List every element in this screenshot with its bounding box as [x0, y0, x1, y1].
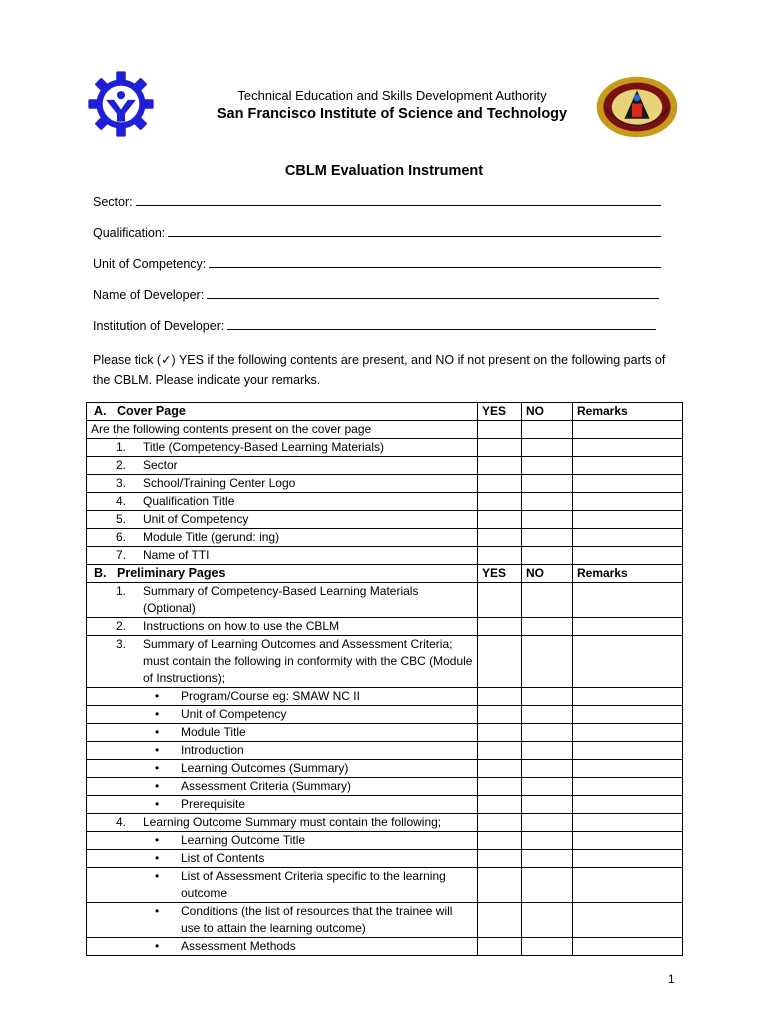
no-cell[interactable]	[522, 583, 573, 618]
section-a-title: A. Cover Page	[87, 403, 478, 421]
yes-cell[interactable]	[478, 850, 522, 868]
developer-institution-field[interactable]	[93, 319, 656, 333]
checklist-item: 6. Module Title (gerund: ing)	[87, 529, 478, 547]
table-row	[87, 583, 683, 618]
no-cell[interactable]	[522, 814, 573, 832]
table-row	[87, 850, 683, 868]
table-row	[87, 706, 683, 724]
checklist-item: 3. Summary of Learning Outcomes and Assessment Criteria; must contain the following in conformity with the CBC (Module of Instructions);	[87, 636, 478, 688]
table-row	[87, 493, 683, 511]
yes-cell[interactable]	[478, 511, 522, 529]
remarks-cell[interactable]	[573, 475, 683, 493]
no-cell[interactable]	[522, 724, 573, 742]
section-header-row	[87, 565, 683, 583]
bullet-item: • Module Title	[87, 724, 478, 742]
remarks-cell[interactable]	[573, 903, 683, 938]
bullet-item: • List of Assessment Criteria specific to the learning outcome	[87, 868, 478, 903]
blank-line	[227, 329, 656, 330]
remarks-cell[interactable]	[573, 618, 683, 636]
no-cell[interactable]	[522, 778, 573, 796]
remarks-cell[interactable]	[573, 688, 683, 706]
table-row	[87, 421, 683, 439]
table-row	[87, 457, 683, 475]
yes-cell[interactable]	[478, 868, 522, 903]
yes-cell[interactable]	[478, 903, 522, 938]
field-label: Sector:	[93, 195, 133, 209]
no-cell[interactable]	[522, 903, 573, 938]
bullet-item: • Program/Course eg: SMAW NC II	[87, 688, 478, 706]
sector-field[interactable]	[93, 195, 661, 209]
yes-cell[interactable]	[478, 832, 522, 850]
no-cell[interactable]	[522, 706, 573, 724]
yes-cell[interactable]	[478, 457, 522, 475]
page-number: 1	[668, 972, 675, 986]
remarks-cell[interactable]	[573, 796, 683, 814]
instructions: Please tick (✓) YES if the following contents are present, and NO if not present on the following parts of the CBLM. Please indicate your remarks.	[93, 353, 666, 387]
table-row	[87, 868, 683, 903]
yes-cell[interactable]	[478, 439, 522, 457]
yes-header: YES	[478, 403, 522, 421]
yes-cell[interactable]	[478, 706, 522, 724]
table-row	[87, 475, 683, 493]
no-cell[interactable]	[522, 938, 573, 956]
table-row	[87, 618, 683, 636]
document-title: CBLM Evaluation Instrument	[284, 163, 484, 179]
remarks-cell[interactable]	[573, 814, 683, 832]
remarks-cell[interactable]	[573, 547, 683, 565]
checklist-item: 5. Unit of Competency	[87, 511, 478, 529]
no-cell[interactable]	[522, 760, 573, 778]
remarks-cell[interactable]	[573, 850, 683, 868]
no-cell[interactable]	[522, 850, 573, 868]
field-label: Qualification:	[93, 226, 166, 240]
table-row	[87, 724, 683, 742]
blank-line	[207, 298, 659, 299]
yes-cell[interactable]	[478, 618, 522, 636]
bullet-item: • Introduction	[87, 742, 478, 760]
remarks-header: Remarks	[573, 565, 683, 583]
table-row	[87, 814, 683, 832]
no-cell[interactable]	[522, 742, 573, 760]
yes-cell[interactable]	[478, 636, 522, 688]
no-cell[interactable]	[522, 457, 573, 475]
unit-of-competency-field[interactable]	[93, 257, 661, 271]
checklist-item: 4. Qualification Title	[87, 493, 478, 511]
field-label: Unit of Competency:	[93, 257, 207, 271]
institute-name: San Francisco Institute of Science and Technology	[216, 106, 568, 122]
remarks-cell[interactable]	[573, 439, 683, 457]
no-cell[interactable]	[522, 636, 573, 688]
remarks-cell[interactable]	[573, 724, 683, 742]
remarks-cell[interactable]	[573, 636, 683, 688]
yes-cell[interactable]	[478, 814, 522, 832]
checklist-item: 2. Instructions on how to use the CBLM	[87, 618, 478, 636]
remarks-cell[interactable]	[573, 457, 683, 475]
no-cell[interactable]	[522, 796, 573, 814]
table-row	[87, 511, 683, 529]
yes-cell[interactable]	[478, 493, 522, 511]
field-label: Name of Developer:	[93, 288, 205, 302]
section-header-row	[87, 403, 683, 421]
no-cell[interactable]	[522, 493, 573, 511]
remarks-cell[interactable]	[573, 742, 683, 760]
table-row	[87, 529, 683, 547]
remarks-cell[interactable]	[573, 706, 683, 724]
table-row	[87, 778, 683, 796]
no-cell[interactable]	[522, 688, 573, 706]
checklist-item: 1. Title (Competency-Based Learning Materials)	[87, 439, 478, 457]
no-cell[interactable]	[522, 832, 573, 850]
table-row	[87, 742, 683, 760]
table-row	[87, 903, 683, 938]
remarks-cell[interactable]	[573, 778, 683, 796]
tesda-gear-logo	[87, 70, 155, 138]
remarks-cell[interactable]	[573, 760, 683, 778]
no-cell[interactable]	[522, 547, 573, 565]
yes-header: YES	[478, 565, 522, 583]
yes-cell[interactable]	[478, 938, 522, 956]
remarks-header: Remarks	[573, 403, 683, 421]
bullet-item: • Learning Outcome Title	[87, 832, 478, 850]
table-row	[87, 938, 683, 956]
no-cell[interactable]	[522, 529, 573, 547]
remarks-cell[interactable]	[573, 832, 683, 850]
table-row	[87, 760, 683, 778]
remarks-cell[interactable]	[573, 938, 683, 956]
remarks-cell[interactable]	[573, 493, 683, 511]
no-cell[interactable]	[522, 439, 573, 457]
table-row	[87, 832, 683, 850]
bullet-item: • Assessment Methods	[87, 938, 478, 956]
yes-cell[interactable]	[478, 547, 522, 565]
checklist-item: 2. Sector	[87, 457, 478, 475]
remarks-cell[interactable]	[573, 583, 683, 618]
no-cell[interactable]	[522, 511, 573, 529]
bullet-item: • Assessment Criteria (Summary)	[87, 778, 478, 796]
blank-line	[168, 236, 661, 237]
yes-cell[interactable]	[478, 778, 522, 796]
no-header: NO	[522, 565, 573, 583]
blank-line	[136, 205, 661, 206]
section-a-intro: Are the following contents present on the cover page	[87, 421, 478, 439]
no-cell[interactable]	[522, 421, 573, 439]
bullet-item: • Learning Outcomes (Summary)	[87, 760, 478, 778]
evaluation-table	[86, 402, 683, 956]
no-header: NO	[522, 403, 573, 421]
bullet-item: • Conditions (the list of resources that the trainee will use to attain the learning outcome)	[87, 903, 478, 938]
bullet-item: • List of Contents	[87, 850, 478, 868]
yes-cell[interactable]	[478, 583, 522, 618]
remarks-cell[interactable]	[573, 868, 683, 903]
field-label: Institution of Developer:	[93, 319, 225, 333]
table-row	[87, 688, 683, 706]
checklist-item: 4. Learning Outcome Summary must contain the following;	[87, 814, 478, 832]
developer-name-field[interactable]	[93, 288, 659, 302]
checklist-item: 7. Name of TTI	[87, 547, 478, 565]
checklist-item: 3. School/Training Center Logo	[87, 475, 478, 493]
blank-line	[209, 267, 661, 268]
yes-cell[interactable]	[478, 475, 522, 493]
qualification-field[interactable]	[93, 226, 661, 240]
yes-cell[interactable]	[478, 688, 522, 706]
yes-cell[interactable]	[478, 742, 522, 760]
checklist-item: 1. Summary of Competency-Based Learning Materials (Optional)	[87, 583, 478, 618]
yes-cell[interactable]	[478, 796, 522, 814]
bullet-item: • Prerequisite	[87, 796, 478, 814]
no-cell[interactable]	[522, 618, 573, 636]
no-cell[interactable]	[522, 868, 573, 903]
table-row	[87, 796, 683, 814]
remarks-cell[interactable]	[573, 529, 683, 547]
no-cell[interactable]	[522, 475, 573, 493]
table-row	[87, 636, 683, 688]
bullet-item: • Unit of Competency	[87, 706, 478, 724]
authority-name: Technical Education and Skills Development Authority	[237, 88, 547, 103]
table-row	[87, 547, 683, 565]
yes-cell[interactable]	[478, 529, 522, 547]
remarks-cell[interactable]	[573, 421, 683, 439]
section-b-title: B. Preliminary Pages	[87, 565, 478, 583]
yes-cell[interactable]	[478, 724, 522, 742]
yes-cell[interactable]	[478, 760, 522, 778]
remarks-cell[interactable]	[573, 511, 683, 529]
yes-cell[interactable]	[478, 421, 522, 439]
table-row	[87, 439, 683, 457]
